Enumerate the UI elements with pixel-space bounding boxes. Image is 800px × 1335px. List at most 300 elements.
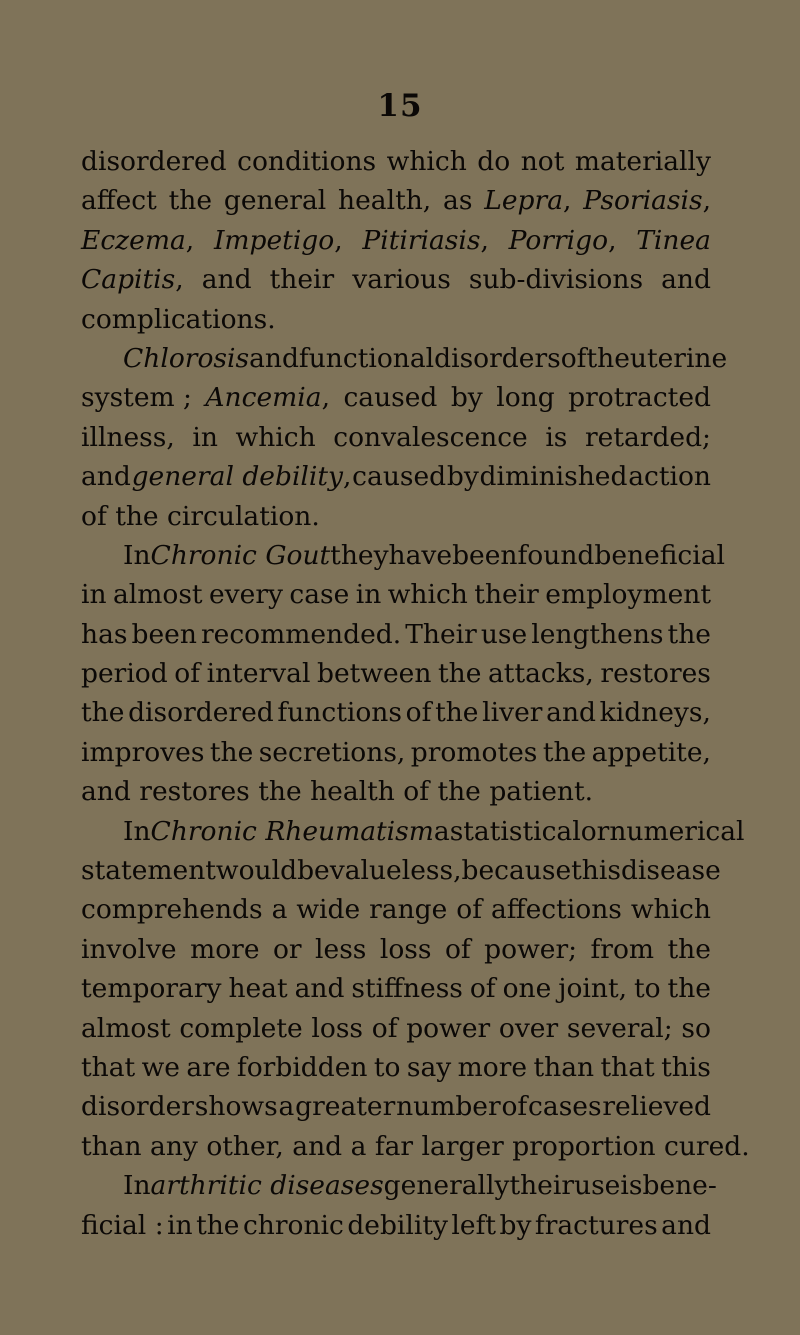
word xyxy=(499,1009,558,1048)
word-text: ficial : xyxy=(81,1209,164,1241)
word xyxy=(279,1087,295,1126)
text-line xyxy=(81,1087,711,1126)
word-text: liver xyxy=(482,697,543,729)
word xyxy=(209,575,283,614)
word xyxy=(407,1048,451,1087)
word xyxy=(661,1048,711,1087)
word xyxy=(284,1127,342,1166)
word xyxy=(491,890,622,929)
word xyxy=(558,969,627,1008)
word xyxy=(123,536,151,575)
word-text: disordered xyxy=(81,146,227,177)
word xyxy=(81,1048,135,1087)
text-line xyxy=(81,536,726,575)
word xyxy=(123,812,151,851)
word-text: we xyxy=(141,1051,180,1083)
word-text: circulation. xyxy=(167,500,320,532)
text-line xyxy=(81,418,711,457)
word xyxy=(81,615,127,654)
word xyxy=(296,890,360,929)
word-text: cases xyxy=(528,1091,602,1123)
word xyxy=(574,1166,620,1205)
text-line xyxy=(81,1009,711,1048)
word-text: of xyxy=(403,776,430,808)
word xyxy=(447,457,479,496)
word xyxy=(482,693,542,732)
italic-term: Capitis xyxy=(81,264,176,296)
word xyxy=(299,339,434,378)
word xyxy=(406,1009,490,1048)
word-text: the xyxy=(667,933,711,965)
word-text: wide xyxy=(296,894,361,926)
word xyxy=(317,654,431,693)
italic-term: Ancemia xyxy=(205,382,322,414)
word xyxy=(81,181,157,220)
word-text: their xyxy=(474,579,539,611)
word xyxy=(481,772,593,811)
word-text: from xyxy=(590,933,655,965)
word-text: statistical xyxy=(449,815,581,847)
word-text: and xyxy=(81,461,131,493)
word-text: this xyxy=(571,855,621,887)
word xyxy=(81,418,175,457)
punctuation: , xyxy=(343,461,352,493)
word-text: their xyxy=(509,1170,575,1202)
word xyxy=(347,1206,448,1245)
word-text: employment xyxy=(545,579,711,611)
word xyxy=(546,693,596,732)
word-text: that xyxy=(600,1051,655,1083)
word-text: be xyxy=(297,855,330,887)
text-line xyxy=(81,181,711,220)
word xyxy=(586,339,629,378)
word xyxy=(456,890,482,929)
word-text: which xyxy=(387,579,468,611)
word xyxy=(81,260,184,299)
word xyxy=(330,851,462,890)
word-text: system ; xyxy=(81,382,192,414)
word xyxy=(668,615,711,654)
word-text: and xyxy=(292,1130,343,1162)
italic-term: general debility xyxy=(131,461,343,493)
text-line xyxy=(81,654,711,693)
word-text: attacks, xyxy=(488,658,594,690)
word-text: that xyxy=(81,1051,136,1083)
word-text: is xyxy=(620,1170,643,1202)
word xyxy=(388,575,468,614)
word xyxy=(315,930,366,969)
word xyxy=(387,142,467,181)
word xyxy=(462,851,572,890)
word-text: general xyxy=(223,185,327,217)
word-text: by xyxy=(446,461,479,493)
word-text: involve xyxy=(81,933,177,965)
word xyxy=(630,339,727,378)
word xyxy=(198,1127,284,1166)
word xyxy=(167,1206,193,1245)
word xyxy=(411,733,538,772)
word-text: by xyxy=(450,382,483,414)
word-text: various xyxy=(352,264,451,296)
text-line xyxy=(81,851,721,890)
word-text: found xyxy=(517,539,595,571)
word xyxy=(224,181,326,220)
word xyxy=(273,930,302,969)
word-text: because xyxy=(461,855,572,887)
word xyxy=(528,1087,602,1126)
word-text: as xyxy=(443,185,473,217)
word-text: or xyxy=(272,933,302,965)
word-text: the xyxy=(542,736,587,768)
word xyxy=(451,1206,496,1245)
word-text: larger xyxy=(421,1130,504,1162)
word-text: and xyxy=(661,1209,711,1241)
word-text: illness, xyxy=(81,421,175,453)
word xyxy=(600,654,711,693)
word-text: functional xyxy=(298,342,435,374)
word xyxy=(413,1127,504,1166)
word-text: forbidden xyxy=(236,1051,368,1083)
italic-term: Chronic Gout xyxy=(150,539,331,571)
word-text: greater xyxy=(295,1091,396,1123)
text-line xyxy=(81,339,728,378)
word-text: a xyxy=(278,1091,295,1123)
word xyxy=(500,1206,532,1245)
word xyxy=(434,339,561,378)
word-text: in xyxy=(192,421,218,453)
word-text: heat xyxy=(228,973,288,1005)
word xyxy=(81,890,263,929)
word xyxy=(151,536,331,575)
word-text: of xyxy=(444,933,471,965)
word xyxy=(380,930,432,969)
punctuation: , xyxy=(334,224,343,256)
word-text: convalescence xyxy=(333,421,528,453)
word xyxy=(237,142,376,181)
word-text: a xyxy=(350,1130,367,1162)
word xyxy=(601,1048,655,1087)
word-text: shows xyxy=(194,1091,278,1123)
word-text: has xyxy=(81,618,128,650)
word-text: than xyxy=(533,1051,595,1083)
word xyxy=(435,693,478,732)
word-text: protracted xyxy=(568,382,711,414)
word xyxy=(214,221,343,260)
text-line xyxy=(81,615,711,654)
word-text: of xyxy=(560,342,587,374)
word-text: long xyxy=(496,382,555,414)
word xyxy=(451,378,483,417)
punctuation: , xyxy=(563,185,572,217)
word xyxy=(509,221,617,260)
word xyxy=(195,1087,278,1126)
word-text: the xyxy=(81,697,125,729)
word xyxy=(571,851,621,890)
italic-term: Chlorosis xyxy=(123,342,250,374)
word xyxy=(295,1087,395,1126)
word xyxy=(192,418,218,457)
word-text: this xyxy=(661,1051,711,1083)
word xyxy=(668,969,711,1008)
word xyxy=(202,260,252,299)
word xyxy=(384,1166,510,1205)
word xyxy=(575,142,711,181)
word-text: of xyxy=(371,1012,398,1044)
text-line xyxy=(81,221,711,260)
word xyxy=(123,1166,151,1205)
word-text: numerical xyxy=(609,815,745,847)
word xyxy=(484,930,577,969)
word-text: which xyxy=(630,894,711,926)
word xyxy=(81,733,204,772)
word xyxy=(270,260,335,299)
word-text: health xyxy=(310,776,395,808)
word xyxy=(561,339,587,378)
word xyxy=(311,1009,363,1048)
word xyxy=(169,181,212,220)
punctuation: , xyxy=(702,185,711,217)
word-text: cured. xyxy=(664,1130,750,1162)
word xyxy=(174,654,200,693)
word-text: almost xyxy=(81,1012,171,1044)
word-text: caused xyxy=(352,461,447,493)
word-text: and xyxy=(546,697,596,729)
word xyxy=(429,772,481,811)
word xyxy=(480,457,628,496)
word-text: of xyxy=(456,894,483,926)
word xyxy=(151,1166,384,1205)
word xyxy=(81,1206,164,1245)
word xyxy=(477,142,510,181)
word-text: restores xyxy=(139,776,250,808)
word-text: the xyxy=(209,736,254,768)
word-text: fractures xyxy=(534,1209,658,1241)
text-line xyxy=(81,378,711,417)
word xyxy=(609,812,744,851)
word xyxy=(333,418,528,457)
word-text: complete xyxy=(179,1012,303,1044)
word xyxy=(389,536,453,575)
word-text: one xyxy=(502,973,552,1005)
word-text: health, xyxy=(338,185,432,217)
punctuation: , xyxy=(480,224,489,256)
word xyxy=(620,1166,642,1205)
word xyxy=(369,890,447,929)
word xyxy=(621,851,721,890)
word-text: by xyxy=(499,1209,532,1241)
word xyxy=(81,772,131,811)
word xyxy=(81,142,227,181)
word xyxy=(249,339,299,378)
word xyxy=(351,969,463,1008)
word-text: In xyxy=(123,539,151,571)
word xyxy=(521,142,565,181)
word-text: the xyxy=(435,697,479,729)
text-line xyxy=(81,300,711,339)
word xyxy=(338,181,431,220)
word xyxy=(661,260,711,299)
word xyxy=(503,969,552,1008)
word-text: uterine xyxy=(629,342,728,374)
italic-term: Pitiriasis xyxy=(362,224,481,256)
word-text: is xyxy=(545,421,568,453)
text-line xyxy=(81,772,711,811)
word-text: affections xyxy=(490,894,622,926)
word xyxy=(132,457,352,496)
text-line xyxy=(81,260,711,299)
word xyxy=(531,615,663,654)
text-line xyxy=(81,1206,711,1245)
word-text: sub-divisions xyxy=(468,264,644,296)
word xyxy=(458,1048,527,1087)
word-text: of xyxy=(469,973,496,1005)
word xyxy=(196,1206,239,1245)
word-text: any xyxy=(150,1130,198,1162)
word xyxy=(81,221,194,260)
word-text: the xyxy=(196,1209,240,1241)
word-text: every xyxy=(209,579,283,611)
word xyxy=(272,890,288,929)
word-text: which xyxy=(235,421,316,453)
word xyxy=(631,890,711,929)
word-text: and xyxy=(201,264,252,296)
text-line xyxy=(81,457,711,496)
word xyxy=(362,221,488,260)
word-text: to xyxy=(373,1051,401,1083)
word-text: In xyxy=(123,815,151,847)
word xyxy=(634,969,661,1008)
italic-term: Lepra xyxy=(484,185,563,217)
word xyxy=(277,693,402,732)
word xyxy=(592,733,711,772)
word xyxy=(469,260,643,299)
word-text: disordered xyxy=(128,697,274,729)
text-line xyxy=(81,1048,711,1087)
word-text: the xyxy=(168,185,213,217)
word xyxy=(190,930,259,969)
word xyxy=(594,536,725,575)
text-line xyxy=(81,930,711,969)
word xyxy=(142,1127,198,1166)
word xyxy=(545,575,711,614)
text-line xyxy=(81,812,745,851)
word-text: proportion xyxy=(512,1130,656,1162)
word xyxy=(681,1009,711,1048)
word-text: been xyxy=(131,618,197,650)
word xyxy=(132,615,197,654)
word xyxy=(216,851,297,890)
word-text: recommended. xyxy=(200,618,402,650)
word-text: case xyxy=(289,579,350,611)
word-text: so xyxy=(681,1012,711,1044)
text-line xyxy=(81,497,711,536)
word-text: less xyxy=(315,933,367,965)
text-line xyxy=(81,1166,717,1205)
word-text: use xyxy=(480,618,528,650)
word-text: loss xyxy=(379,933,432,965)
word-text: temporary xyxy=(81,973,222,1005)
word xyxy=(131,772,250,811)
word xyxy=(445,930,471,969)
page-number: 15 xyxy=(377,88,423,124)
word-text: and xyxy=(81,776,131,808)
word-text: In xyxy=(123,1170,151,1202)
italic-term: Eczema xyxy=(81,224,186,256)
word-text: and xyxy=(249,342,299,374)
punctuation: , xyxy=(175,264,184,296)
word-text: loss xyxy=(311,1012,364,1044)
word-text: the xyxy=(115,500,159,532)
word-text: comprehends xyxy=(81,894,263,926)
word xyxy=(243,1206,344,1245)
word xyxy=(628,457,711,496)
punctuation: , xyxy=(185,224,195,256)
word xyxy=(581,812,610,851)
word xyxy=(567,1009,673,1048)
word xyxy=(591,930,655,969)
word-text: materially xyxy=(574,146,711,177)
word xyxy=(330,536,388,575)
word-text: far xyxy=(374,1130,414,1162)
italic-term: Impetigo xyxy=(213,224,335,256)
word xyxy=(81,1127,142,1166)
word xyxy=(81,378,192,417)
word-text: the xyxy=(667,618,711,650)
word-text: generally xyxy=(383,1170,510,1202)
word xyxy=(374,1048,401,1087)
word-text: more xyxy=(457,1051,528,1083)
word xyxy=(302,772,395,811)
word xyxy=(205,378,330,417)
word xyxy=(488,654,594,693)
word xyxy=(210,733,253,772)
word xyxy=(123,339,249,378)
word xyxy=(396,1087,501,1126)
word-text: of xyxy=(501,1091,528,1123)
word xyxy=(656,1127,750,1166)
word-text: more xyxy=(190,933,260,965)
word-text: power; xyxy=(484,933,578,965)
word-text: number xyxy=(396,1091,501,1123)
word xyxy=(343,378,437,417)
word xyxy=(642,1166,716,1205)
text-line xyxy=(81,969,711,1008)
word xyxy=(470,969,496,1008)
word-text: in xyxy=(167,1209,193,1241)
word xyxy=(289,575,349,614)
word-text: use xyxy=(574,1170,621,1202)
word-text: left xyxy=(451,1209,497,1241)
word xyxy=(128,693,274,732)
word-text: range xyxy=(369,894,448,926)
word-text: stiffness xyxy=(351,973,463,1005)
word-text: say xyxy=(406,1051,452,1083)
word-text: statement xyxy=(81,855,216,887)
word-text: relieved xyxy=(602,1091,711,1123)
word xyxy=(113,575,203,614)
word-text: the xyxy=(438,658,482,690)
italic-term: Tinea xyxy=(636,224,711,256)
word xyxy=(366,1127,413,1166)
text-line xyxy=(81,575,711,614)
italic-term: arthritic diseases xyxy=(150,1170,384,1202)
word xyxy=(159,497,320,536)
word-text: complications. xyxy=(81,303,276,335)
word-text: improves xyxy=(81,736,205,768)
word-text: the xyxy=(258,776,302,808)
word xyxy=(259,733,406,772)
word xyxy=(583,181,711,220)
